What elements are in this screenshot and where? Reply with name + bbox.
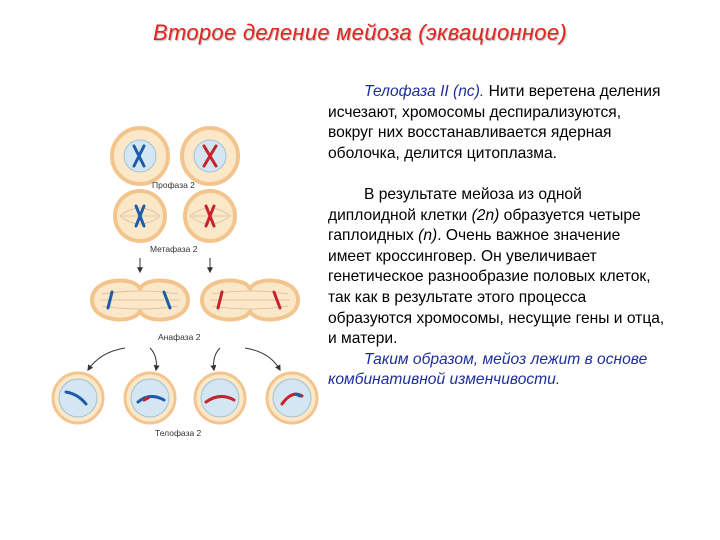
result-text-b: образуется четыре гаплоидных — [328, 206, 641, 245]
meiosis-ii-diagram — [40, 120, 330, 450]
telophase-cell-3 — [195, 373, 245, 423]
label-telophase: Телофаза 2 — [155, 428, 202, 438]
diploid-notation: (2n) — [471, 206, 500, 224]
label-anaphase: Анафаза 2 — [158, 332, 201, 342]
paragraph-result — [328, 185, 666, 350]
paragraph-telophase — [328, 82, 666, 164]
paragraph-conclusion — [328, 350, 666, 391]
label-prophase: Профаза 2 — [152, 180, 195, 190]
arrow-telophase-2 — [150, 348, 156, 370]
slide-title: Второе деление мейоза (эквационное) — [153, 20, 567, 45]
telophase-cell-1 — [53, 373, 103, 423]
conclusion-text: Таким образом, мейоз лежит в основе комбинативной изменчивости. — [328, 350, 648, 389]
arrow-telophase-3 — [214, 348, 220, 370]
anaphase-cell-left — [92, 281, 188, 320]
description-text — [328, 82, 666, 391]
prophase-cell-left — [112, 128, 168, 184]
telophase-term: Телофаза II (nc). — [364, 83, 485, 100]
telophase-cell-4 — [267, 373, 317, 423]
telophase-cell-2 — [125, 373, 175, 423]
result-text-c: . Очень важное значение имеет кроссинговер. Он увеличивает генетическое разнообразие половых клеток, так как в результате этого процесса образуются хромосомы, несущие гены и отца, и матери. — [328, 227, 665, 348]
arrow-telophase-1 — [88, 348, 125, 370]
prophase-cell-right — [182, 128, 238, 184]
metaphase-cell-right — [185, 191, 235, 241]
anaphase-cell-right — [202, 281, 298, 320]
telophase-description: Нити веретена деления исчезают, хромосомы деспирализуются, вокруг них восстанавливается ядерная оболочка, делится цитоплазма. — [328, 83, 661, 162]
label-metaphase: Метафаза 2 — [150, 244, 198, 254]
metaphase-cell-left — [115, 191, 165, 241]
haploid-notation: (n) — [418, 227, 438, 245]
result-text-a: В результате мейоза из одной диплоидной клетки — [328, 185, 582, 224]
arrow-telophase-4 — [245, 348, 280, 370]
